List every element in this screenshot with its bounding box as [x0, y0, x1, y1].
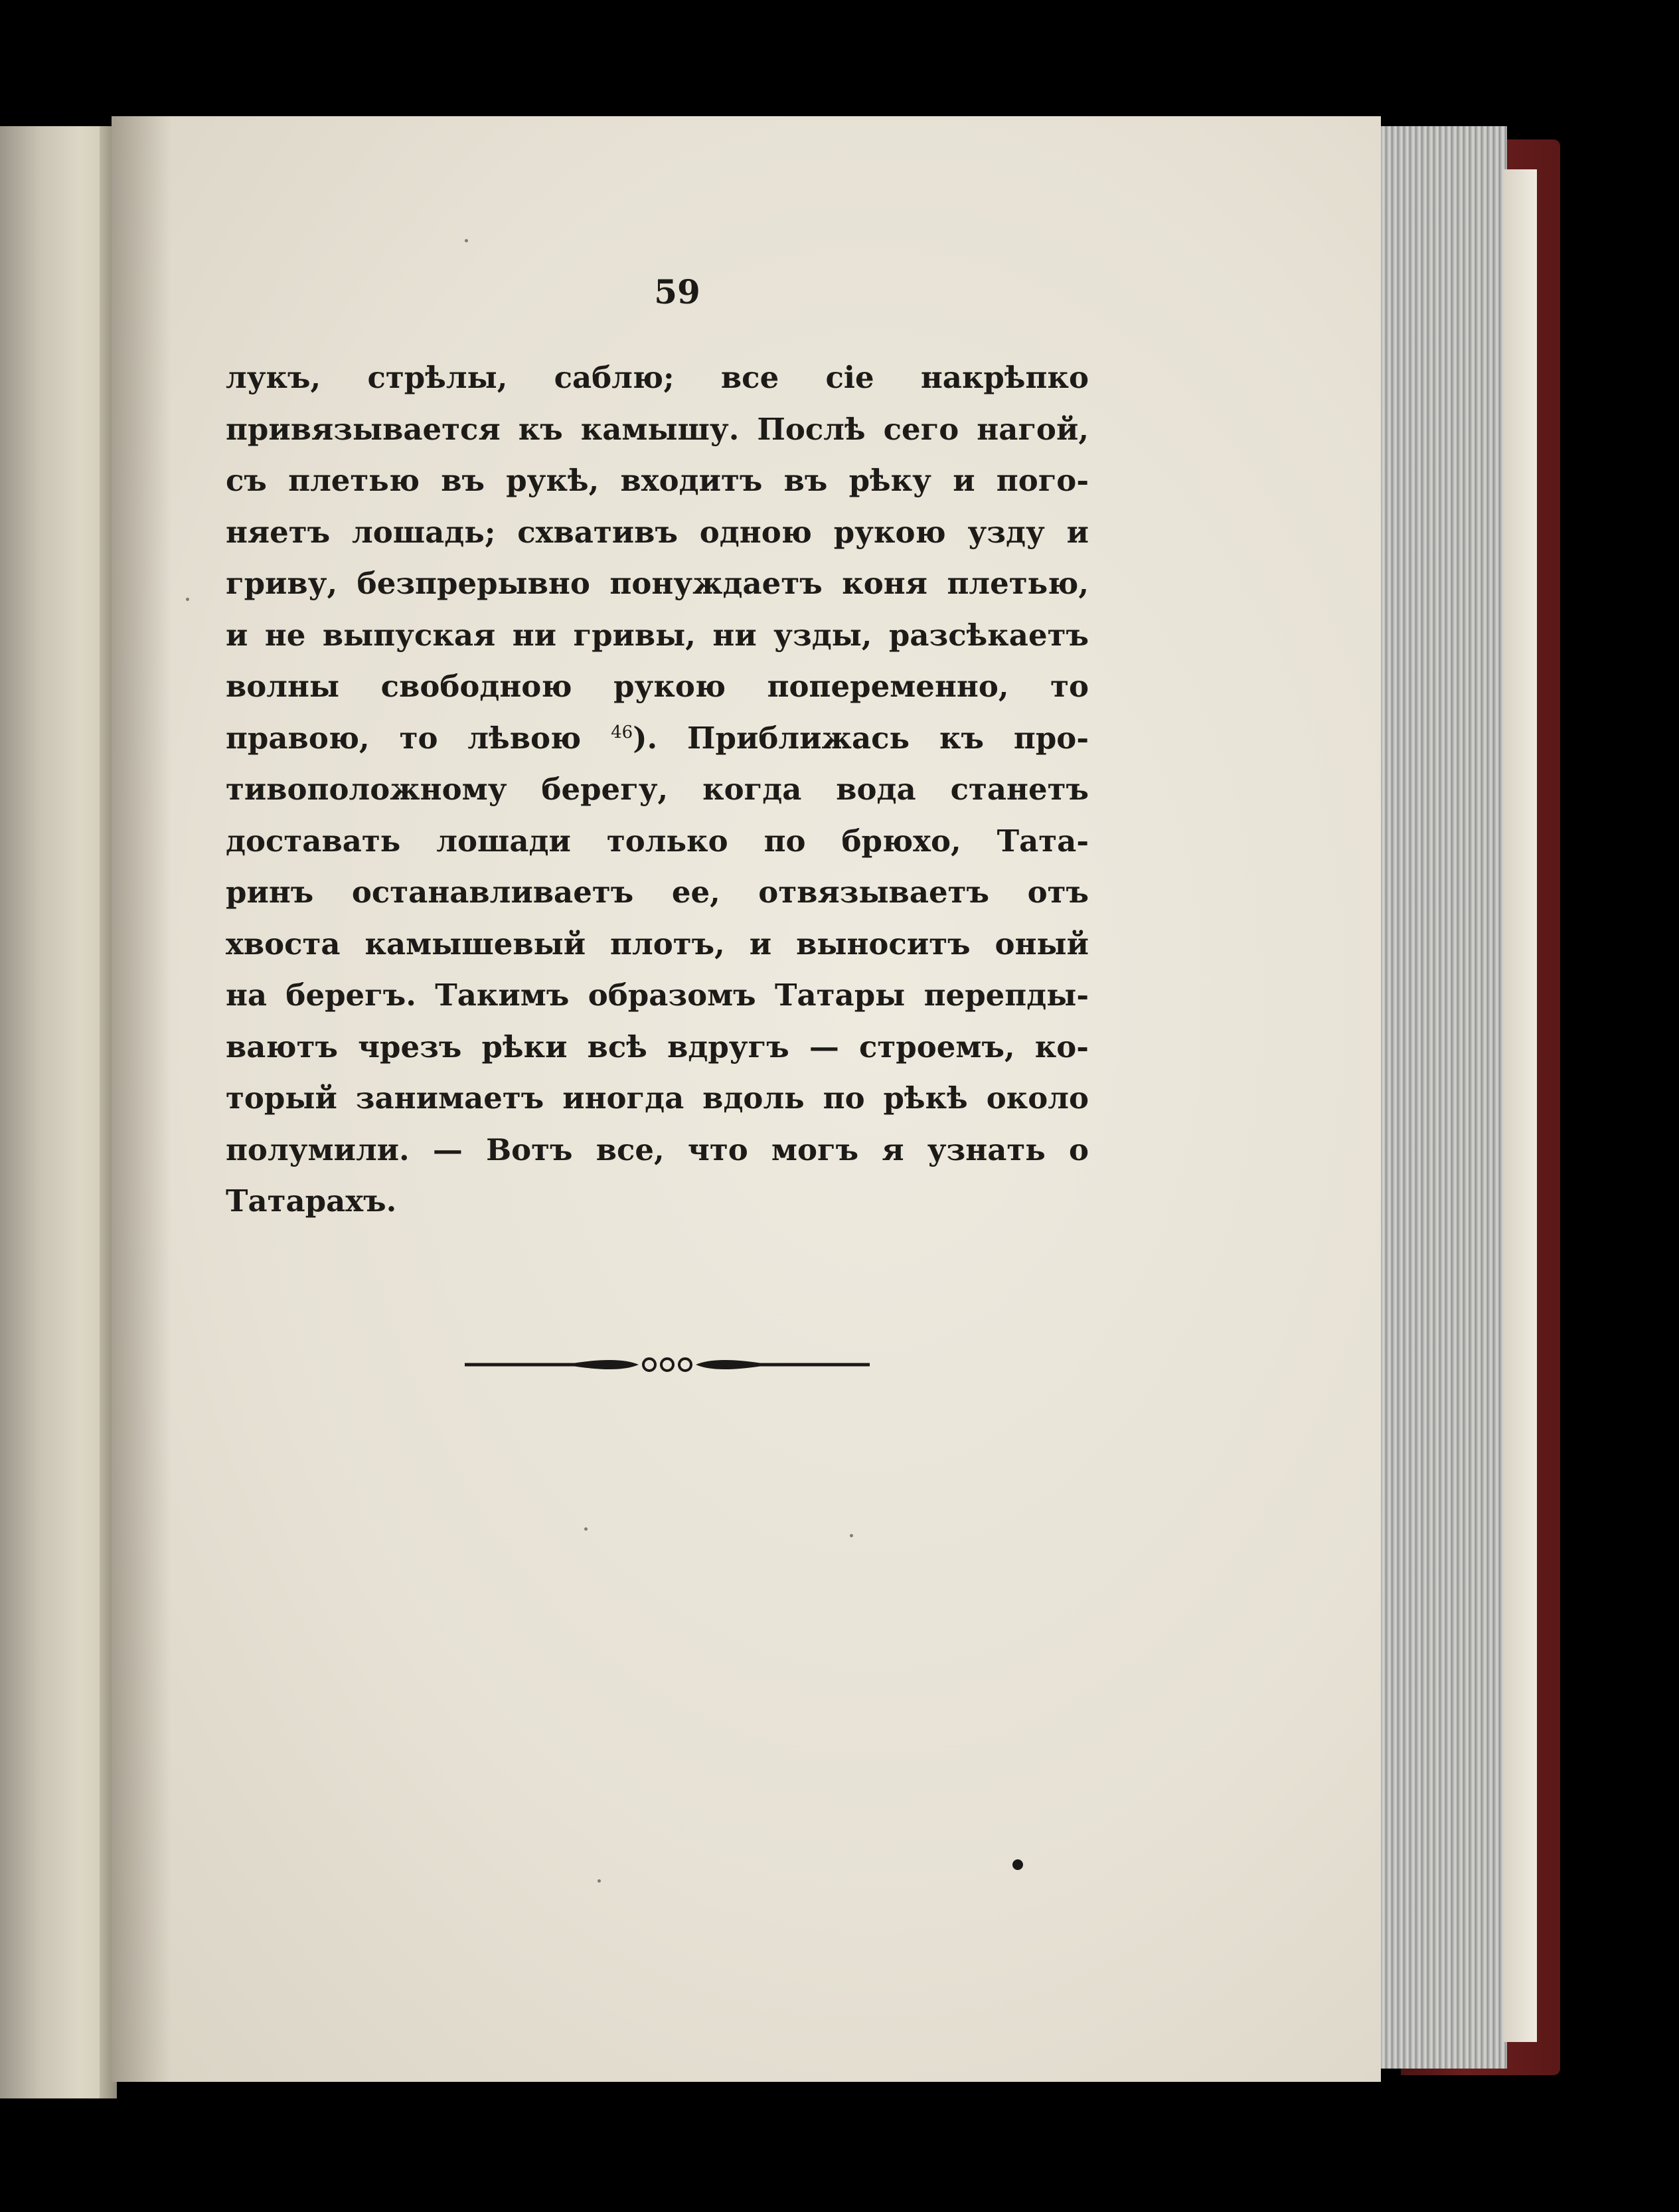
footnote-reference: 46 — [611, 722, 633, 742]
text-line: гриву, безпрерывно понуждаетъ коня плетью, — [226, 566, 1089, 601]
text-line: съ плетью въ рукѣ, входитъ въ рѣку и пого- — [226, 463, 1089, 498]
ink-spot — [1012, 1859, 1023, 1870]
text-line: ваютъ чрезъ рѣки всѣ вдругъ — строемъ, ко- — [226, 1029, 1089, 1064]
paper-speck — [598, 1879, 601, 1883]
paper-speck — [186, 598, 189, 601]
text-line-with-footnote — [226, 713, 1089, 764]
text-line: волны свободною рукою попеременно, то — [226, 669, 1089, 704]
body-text — [226, 352, 1089, 1227]
text-line: лукъ, стрѣлы, саблю; все сіе накрѣпко — [226, 360, 1089, 395]
paper-speck — [850, 1534, 853, 1537]
inner-board — [1504, 169, 1537, 2042]
text-line: Татарахъ. — [226, 1183, 397, 1219]
gutter-shadow — [112, 116, 171, 2082]
text-line: торый занимаетъ иногда вдоль по рѣкѣ около — [226, 1080, 1089, 1116]
text-line: тивоположному берегу, когда вода станетъ — [226, 772, 1089, 807]
paper-speck — [584, 1527, 588, 1531]
text-fragment: ). Приближась къ про- — [633, 720, 1089, 756]
page-edges — [1368, 126, 1507, 2069]
text-line: ринъ останавливаетъ ее, отвязываетъ отъ — [226, 875, 1089, 910]
text-line: полумили. — Вотъ все, что могъ я узнать о — [226, 1132, 1089, 1167]
text-line: привязывается къ камышу. Послѣ сего нагой, — [226, 411, 1089, 447]
paper-speck — [465, 239, 468, 242]
text-line: доставать лошади только по брюхо, Тата- — [226, 823, 1089, 859]
page-number: 59 — [654, 272, 700, 311]
text-line: и не выпуская ни гривы, ни узды, разсѣкаетъ — [226, 617, 1089, 653]
text-line: на берегъ. Такимъ образомъ Татары перепды- — [226, 978, 1089, 1013]
previous-page-edge — [0, 126, 114, 2098]
text-line: хвоста камышевый плотъ, и выноситъ оный — [226, 926, 1089, 962]
text-line: няетъ лошадь; схвативъ одною рукою узду и — [226, 514, 1089, 550]
decorative-rule-ornament-icon — [465, 1351, 870, 1378]
text-fragment: правою, то лѣвою — [226, 720, 582, 756]
